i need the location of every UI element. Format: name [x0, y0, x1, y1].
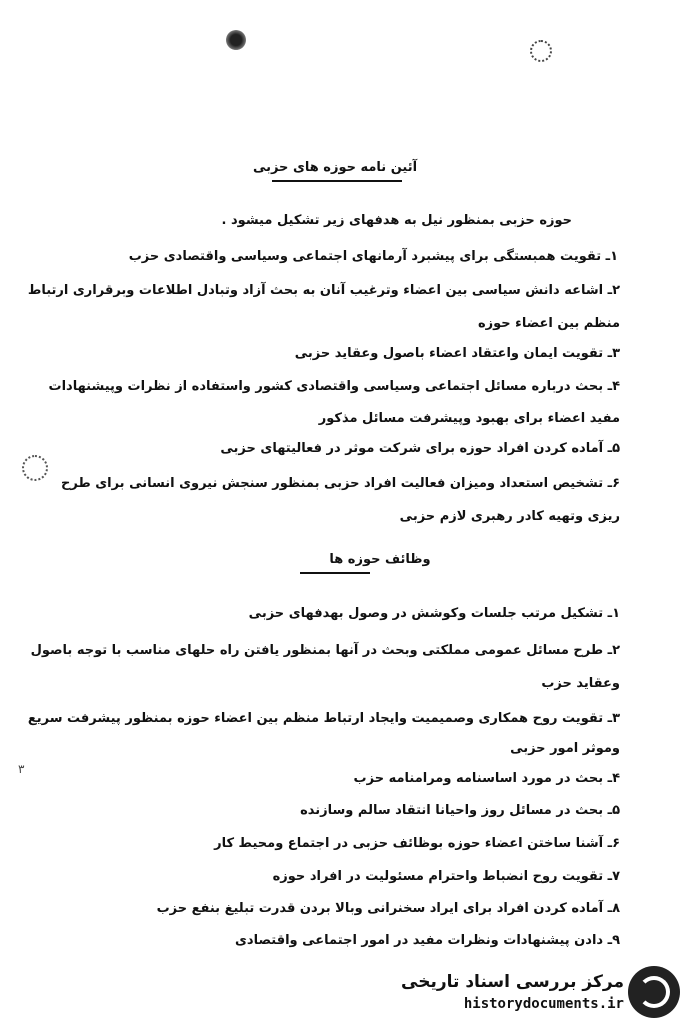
title2-underline — [300, 572, 370, 574]
intro-line: حوزه حزبی بمنظور نیل به هدفهای زیر تشکیل میشود . — [221, 213, 572, 228]
goal-line: مفید اعضاء برای بهبود وپیشرفت مسائل مذکور — [318, 411, 620, 426]
section-title-regulations: آئین نامه حوزه های حزبی — [252, 160, 418, 175]
duty-line: ۳ـ تقویت روح همکاری وصمیمیت وایجاد ارتباط منظم بین اعضاء حوزه بمنظور پیشرفت سریع — [27, 711, 620, 726]
goal-line: ۲ـ اشاعه دانش سیاسی بین اعضاء وترغیب آنان به بحث آزاد وتبادل اطلاعات وبرقراری ارتباط — [27, 283, 620, 298]
duty-line: ۵ـ بحث در مسائل روز واحیانا انتقاد سالم وسازنده — [300, 803, 620, 818]
duty-line: ۱ـ تشکیل مرتب جلسات وکوشش در وصول بهدفهای حزبی — [248, 606, 620, 621]
duty-line: وموثر امور حزبی — [510, 741, 620, 756]
scan-blot-top-right — [530, 40, 552, 62]
goal-line: ۴ـ بحث درباره مسائل اجتماعی وسیاسی واقتصادی کشور واستفاده از نظرات وپیشنهادات — [48, 379, 620, 394]
watermark — [401, 970, 660, 1020]
duty-line: ۸ـ آماده کردن افراد برای ایراد سخنرانی وبالا بردن قدرت تبلیغ بنفع حزب — [156, 901, 620, 916]
goal-line: ۳ـ تقویت ایمان واعتقاد اعضاء باصول وعقاید حزبی — [294, 346, 620, 361]
goal-line: ۱ـ تقویت همبستگی برای پیشبرد آرمانهای اجتماعی وسیاسی واقتصادی حزب — [128, 249, 618, 264]
goal-line: ریزی وتهیه کادر رهبری لازم حزبی — [399, 509, 620, 524]
duty-line: ۶ـ آشنا ساختن اعضاء حوزه بوظائف حزبی در اجتماع ومحیط کار — [214, 836, 620, 851]
duty-line: ۲ـ طرح مسائل عمومی مملکتی وبحث در آنها بمنظور یافتن راه حلهای مناسب با توجه باصول — [30, 643, 620, 658]
section-title-duties: وظائف حوزه ها — [329, 552, 431, 567]
duty-line: وعقاید حزب — [541, 676, 620, 691]
title-underline — [272, 180, 402, 182]
duty-line: ۹ـ دادن پیشنهادات ونظرات مفید در امور اجتماعی واقتصادی — [234, 933, 620, 948]
margin-page-mark: ۳ — [18, 762, 25, 776]
watermark-site: historydocuments.ir — [463, 996, 624, 1012]
archive-logo-icon — [628, 966, 680, 1018]
scan-blot-left — [22, 455, 48, 481]
goal-line: ۶ـ تشخیص استعداد ومیزان فعالیت افراد حزبی بمنظور سنجش نیروی انسانی برای طرح — [61, 476, 620, 491]
watermark-name: مرکز بررسی اسناد تاریخی — [401, 972, 624, 992]
duty-line: ۴ـ بحث در مورد اساسنامه ومرامنامه حزب — [353, 771, 620, 786]
goal-line: ۵ـ آماده کردن افراد حوزه برای شرکت موثر در فعالیتهای حزبی — [220, 441, 620, 456]
goal-line: منظم بین اعضاء حوزه — [477, 316, 620, 331]
duty-line: ۷ـ تقویت روح انضباط واحترام مسئولیت در افراد حوزه — [272, 869, 620, 884]
scan-blot-top — [226, 30, 246, 50]
